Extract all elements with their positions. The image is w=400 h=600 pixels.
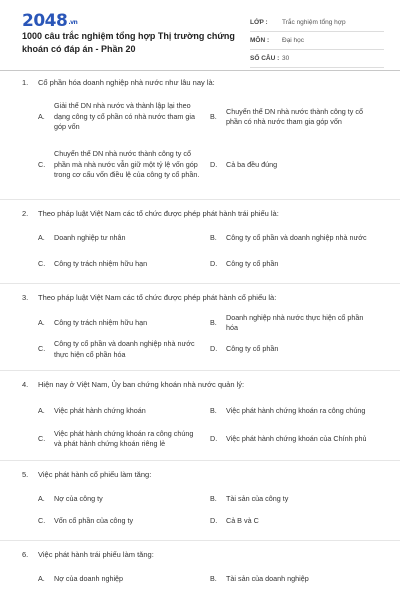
question-number: 4. (22, 380, 29, 389)
option-text: Công ty trách nhiệm hữu hạn (54, 317, 148, 327)
option-letter: D. (210, 259, 218, 269)
option-letter: A. (38, 405, 45, 415)
question-stem (0, 78, 400, 88)
option-c[interactable] (38, 335, 210, 364)
question-divider (0, 283, 400, 284)
option-letter: C. (38, 433, 46, 443)
meta-value: Đại học (282, 37, 305, 44)
document-title: 1000 câu trắc nghiệm tổng hợp Thị trường chứng khoán có đáp án - Phần 20 (22, 31, 235, 54)
option-letter: B. (210, 233, 217, 243)
option-text: Công ty cổ phần (226, 259, 279, 269)
option-letter: D. (210, 344, 218, 354)
option-text: Nợ của công ty (54, 493, 103, 503)
option-letter: C. (38, 159, 46, 169)
option-c[interactable] (38, 137, 210, 193)
logo-main: 2048 (22, 11, 68, 31)
question-stem (0, 380, 400, 390)
option-text: Giải thể DN nhà nước và thành lập lại theo dạng công ty cổ phần có nhà nước tham gia góp vốn (54, 101, 195, 132)
option-text: Việc phát hành chứng khoán (54, 405, 146, 415)
option-b[interactable] (210, 311, 382, 335)
logo-suffix: .vn (68, 19, 78, 26)
question-divider (0, 460, 400, 461)
option-c[interactable] (38, 510, 210, 532)
meta-table (250, 14, 384, 68)
option-a[interactable] (38, 488, 210, 510)
option-text: Tài sản của doanh nghiệp (226, 573, 309, 583)
option-letter: B. (210, 405, 217, 415)
option-text: Nợ của doanh nghiệp (54, 573, 124, 583)
option-letter: A. (38, 317, 45, 327)
option-grid (0, 97, 400, 193)
option-text: Chuyển thể DN nhà nước thành công ty cổ phần mà nhà nước vẫn giữ một tỷ lệ vốn góp trong cơ cấu vốn điều lệ của công ty cổ phần. (54, 149, 200, 180)
option-letter: B. (210, 493, 217, 503)
option-letter: A. (38, 493, 45, 503)
option-letter: A. (38, 111, 45, 121)
option-text: Doanh nghiệp nhà nước thực hiện cổ phần hóa (226, 312, 364, 332)
option-d[interactable] (210, 137, 382, 193)
option-text: Cả ba đều đúng (226, 159, 278, 169)
option-text: Vốn cổ phần của công ty (54, 515, 134, 525)
option-b[interactable] (210, 568, 382, 590)
meta-row-subject (250, 32, 384, 50)
option-letter: B. (210, 573, 217, 583)
question-stem (0, 293, 400, 303)
meta-label: MÔN : (250, 37, 270, 44)
question-stem (0, 470, 400, 480)
meta-label: SỐ CÂU : (250, 55, 280, 62)
question-text: Hiện nay ở Việt Nam, Ủy ban chứng khoán nhà nước quản lý: (38, 380, 245, 389)
question-number: 3. (22, 293, 29, 302)
question-text: Theo pháp luật Việt Nam các tổ chức được phép phát hành trái phiếu là: (38, 209, 279, 218)
meta-value: 30 (282, 55, 290, 62)
question-1 (0, 78, 400, 200)
header-divider (0, 70, 400, 71)
option-text: Cả B và C (226, 515, 259, 525)
question-stem (0, 550, 400, 560)
option-text: Doanh nghiệp tư nhân (54, 233, 126, 243)
option-c[interactable] (38, 424, 210, 454)
question-text: Cổ phần hóa doanh nghiệp nhà nước như lâu nay là: (38, 78, 215, 87)
option-text: Việc phát hành chứng khoán ra công chúng (226, 405, 366, 415)
question-number: 1. (22, 78, 29, 87)
option-letter: C. (38, 344, 46, 354)
question-list (0, 78, 400, 590)
option-text: Công ty cổ phần và doanh nghiệp nhà nước thực hiện cổ phần hóa (54, 339, 195, 359)
option-letter: B. (210, 111, 217, 121)
question-text: Theo pháp luật Việt Nam các tổ chức được phép phát hành cổ phiếu là: (38, 293, 277, 302)
question-number: 5. (22, 470, 29, 479)
question-5 (0, 470, 400, 541)
option-letter: C. (38, 259, 46, 269)
option-grid (0, 227, 400, 279)
option-letter: D. (210, 433, 218, 443)
option-grid (0, 488, 400, 532)
meta-row-count (250, 50, 384, 68)
meta-label: LỚP : (250, 19, 268, 26)
option-text: Việc phát hành chứng khoán của Chính phủ (226, 433, 367, 443)
option-a[interactable] (38, 398, 210, 424)
option-d[interactable] (210, 335, 382, 364)
option-letter: A. (38, 233, 45, 243)
option-a[interactable] (38, 227, 210, 250)
question-6 (0, 550, 400, 590)
option-letter: C. (38, 515, 46, 525)
option-b[interactable] (210, 488, 382, 510)
option-a[interactable] (38, 97, 210, 137)
option-d[interactable] (210, 424, 382, 454)
option-b[interactable] (210, 97, 382, 137)
option-letter: A. (38, 573, 45, 583)
option-letter: D. (210, 159, 218, 169)
option-b[interactable] (210, 227, 382, 250)
option-text: Công ty cổ phần và doanh nghiệp nhà nước (226, 233, 367, 243)
question-divider (0, 370, 400, 371)
option-text: Việc phát hành chứng khoán ra công chúng và phát hành chứng khoán riêng lẻ (54, 428, 194, 448)
option-text: Công ty cổ phần (226, 344, 279, 354)
meta-value: Trắc nghiệm tổng hợp (282, 19, 346, 26)
option-a[interactable] (38, 568, 210, 590)
meta-row-class (250, 14, 384, 32)
worksheet-header (0, 0, 400, 70)
question-4 (0, 380, 400, 461)
option-a[interactable] (38, 311, 210, 335)
question-3 (0, 293, 400, 371)
question-2 (0, 209, 400, 284)
question-number: 2. (22, 209, 29, 218)
question-text: Việc phát hành trái phiếu làm tăng: (38, 550, 154, 559)
option-grid (0, 568, 400, 590)
question-divider (0, 540, 400, 541)
option-letter: B. (210, 317, 217, 327)
question-text: Việc phát hành cổ phiếu làm tăng: (38, 470, 152, 479)
option-text: Công ty trách nhiệm hữu hạn (54, 259, 148, 269)
option-b[interactable] (210, 398, 382, 424)
option-text: Tài sản của công ty (226, 493, 289, 503)
option-grid (0, 398, 400, 454)
option-text: Chuyển thể DN nhà nước thành công ty cổ phần có nhà nước tham gia góp vốn (226, 106, 363, 126)
option-d[interactable] (210, 510, 382, 532)
question-number: 6. (22, 550, 29, 559)
question-divider (0, 199, 400, 200)
option-c[interactable] (38, 250, 210, 279)
option-grid (0, 311, 400, 364)
question-stem (0, 209, 400, 219)
option-letter: D. (210, 515, 218, 525)
site-logo[interactable] (22, 11, 77, 31)
option-d[interactable] (210, 250, 382, 279)
